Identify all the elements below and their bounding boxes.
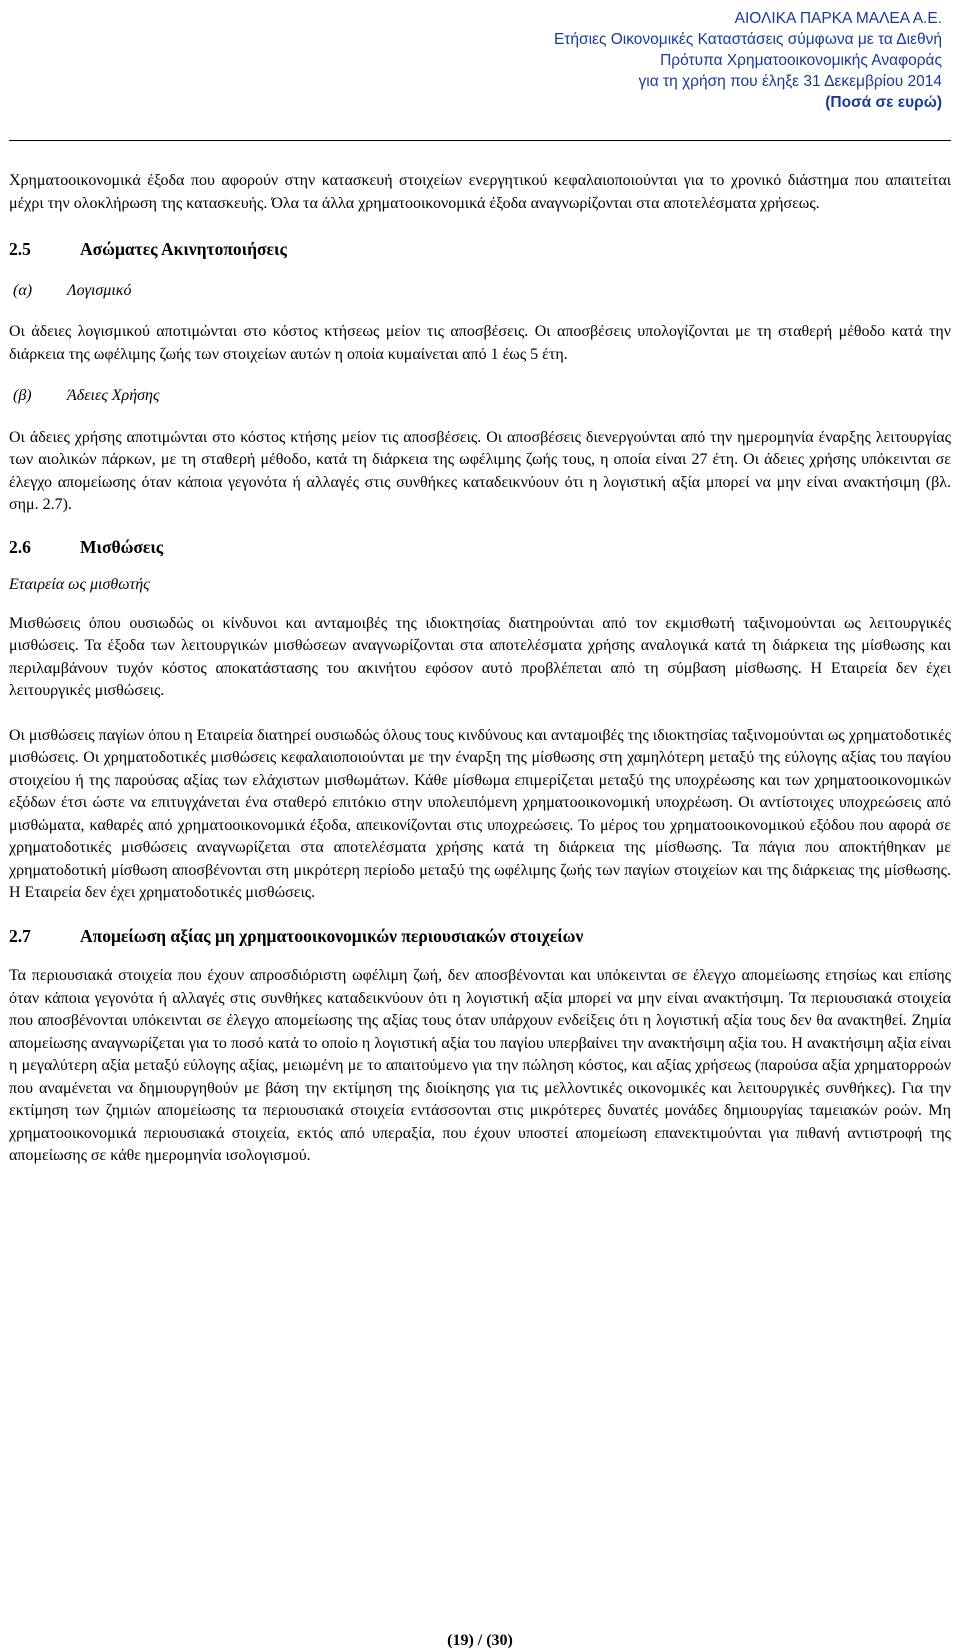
section-title: Απομείωση αξίας μη χρηματοοικονομικών περιουσιακών στοιχείων [80,925,584,946]
section-title: Ασώματες Ακινητοποιήσεις [80,239,287,259]
subsection-heading-software [9,280,951,303]
report-standards: Πρότυπα Χρηματοοικονομικής Αναφοράς [660,52,942,69]
section-title: Μισθώσεις [80,536,164,557]
licenses-paragraph: Οι άδειες χρήσης αποτιμώνται στο κόστος κτήσης μείον τις αποσβέσεις. Οι αποσβέσεις διενεργούνται από την ημερομηνία έναρξης λειτουργίας των αιολικών πάρκων, με τη σταθερή μέθοδο, κατά τη διάρκεια της ωφέλιμης ζωής τους, η οποία είναι 27 έτη. Οι άδειες χρήσης υπόκεινται σε έλεγχο απομείωσης όταν κάποια γεγονότα ή αλλαγές στις συνθήκες καταδεικνύουν ότι η λογιστική αξία μπορεί να μην είναι ανακτήσιμη (βλ. σημ. 2.7). [9,428,951,513]
subsection-label: (α) [13,281,33,299]
section-heading-2-6 [9,536,951,559]
section-heading-2-7 [9,925,951,948]
currency-unit: (Ποσά σε ευρώ) [825,94,942,111]
subsection-title: Άδειες Χρήσης [67,387,160,404]
document-body [9,170,951,1168]
subsection-title: Λογισμικό [67,281,132,299]
company-name: ΑΙΟΛΙΚΑ ΠΑΡΚΑ ΜΑΛΕΑ Α.Ε. [734,10,942,27]
impairment-paragraph: Τα περιουσιακά στοιχεία που έχουν απροσδιόριστη ωφέλιμη ζωή, δεν αποσβένονται και υπόκεινται σε έλεγχο απομείωσης ετησίως και επίσης όταν κάποια γεγονότα ή αλλαγές στις συνθήκες καταδεικνύουν ότι η λογιστική αξία μπορεί να μην είναι ανακτήσιμη. Τα περιουσιακά στοιχεία που αποσβένονται υπόκεινται σε έλεγχο απομείωσης της αξίας τους όταν υπάρχουν ενδείξεις ότι η λογιστική αξία τους δεν θα ανακτηθεί. Ζημία απομείωσης αναγνωρίζεται για το ποσό κατά το οποίο η λογιστική αξία του παγίου υπερβαίνει την ανακτήσιμη αξία του. Η ανακτήσιμη αξία είναι η μεγαλύτερη αξία μεταξύ εύλογης αξίας, μειωμένη με το απαιτούμενο για την πώληση κόστος, και αξίας χρήσεως (παρούσα αξία χρηματορροών που αναμένεται να δημιουργηθούν με βάση την εκτίμηση της διοίκησης για τις μελλοντικές οικονομικές και λειτουργικές συνθήκες). Για την εκτίμηση των ζημιών απομείωσης τα περιουσιακά στοιχεία εντάσσονται στις μικρότερες δυνατές μονάδες δημιουργίας ταμειακών ροών. Μη χρηματοοικονομικά περιουσιακά στοιχεία, εκτός από υπεραξία, που έχουν υποστεί απομείωση επανεκτιμούνται για πιθανή αντιστροφή της απομείωσης σε κάθε ημερομηνία ισολογισμού. [9,967,951,1164]
page-number: (19) / (30) [447,1632,513,1649]
section-number: 2.6 [9,536,31,557]
subsection-heading-lessee: Εταιρεία ως μισθωτής [9,576,150,593]
intro-paragraph: Χρηματοοικονομικά έξοδα που αφορούν στην κατασκευή στοιχείων ενεργητικού κεφαλαιοποιούνται για το χρονικό διάστημα που απαιτείται μέχρι την ολοκλήρωση της κατασκευής. Όλα τα άλλα χρηματοοικονομικά έξοδα αναγνωρίζονται στα αποτελέσματα χρήσεως. [9,172,951,212]
section-number: 2.5 [9,239,31,259]
section-heading-2-5 [9,238,951,261]
software-paragraph: Οι άδειες λογισμικού αποτιμώνται στο κόστος κτήσεως μείον τις αποσβέσεις. Οι αποσβέσεις υπολογίζονται με τη σταθερή μέθοδο κατά την διάρκεια της ωφέλιμης ζωής των στοιχείων αυτών η οποία κυμαίνεται από 1 έως 5 έτη. [9,323,951,363]
report-title: Ετήσιες Οικονομικές Καταστάσεις σύμφωνα με τα Διεθνή [553,31,942,48]
subsection-heading-licenses [9,385,951,408]
page-header [554,8,942,113]
operating-leases-paragraph: Μισθώσεις όπου ουσιωδώς οι κίνδυνοι και ανταμοιβές της ιδιοκτησίας διατηρούνται από τον εκμισθωτή ταξινομούνται ως λειτουργικές μισθώσεις. Τα έξοδα των λειτουργικών μισθώσεων αναγνωρίζονται στα αποτελέσματα χρήσης αναλογικά κατά τη διάρκεια της μίσθωσης και περιλαμβάνουν τυχόν κόστος αποκατάστασης του ακινήτου εφόσον αυτό προβλέπεται από τη σύμβαση μίσθωσης. Η Εταιρεία δεν έχει λειτουργικές μισθώσεις. [9,614,951,699]
finance-leases-paragraph: Οι μισθώσεις παγίων όπου η Εταιρεία διατηρεί ουσιωδώς όλους τους κινδύνους και ανταμοιβές της ιδιοκτησίας ταξινομούνται ως χρηματοδοτικές μισθώσεις. Οι χρηματοδοτικές μισθώσεις κεφαλαιοποιούνται με την έναρξη της μίσθωσης στη χαμηλότερη μεταξύ της εύλογης αξίας του παγίου στοιχείου ή της παρούσας αξίας των ελάχιστων μισθωμάτων. Κάθε μίσθωμα επιμερίζεται μεταξύ της υποχρέωσης και των χρηματοοικονομικών εξόδων έτσι ώστε να επιτυγχάνεται ένα σταθερό επιτόκιο στην υπολειπόμενη χρηματοοικονομική υποχρέωση. Οι αντίστοιχες υποχρεώσεις από μισθώματα, καθαρές από χρηματοοικονομικά έξοδα, απεικονίζονται στις υποχρεώσεις. Το μέρος του χρηματοοικονομικού εξόδου που αφορά σε χρηματοδοτικές μισθώσεις αναγνωρίζεται στα αποτελέσματα χρήσης κατά τη διάρκεια της μίσθωσης. Τα πάγια που αποκτήθηκαν με χρηματοδοτική μίσθωση αποσβένονται στη μικρότερη περίοδο μεταξύ της ωφέλιμης ζωής των παγίων στοιχείων και της διάρκειας της μίσθωσης. Η Εταιρεία δεν έχει χρηματοδοτικές μισθώσεις. [9,726,951,901]
section-number: 2.7 [9,925,31,946]
subsection-label: (β) [13,387,32,404]
report-period: για τη χρήση που έληξε 31 Δεκεμβρίου 2014 [638,73,942,90]
header-divider [9,140,951,141]
